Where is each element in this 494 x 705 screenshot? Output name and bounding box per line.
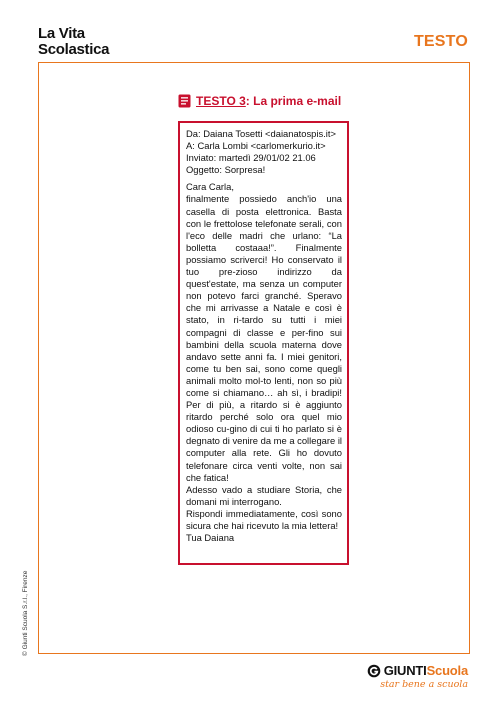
brand-line-1: La Vita [38,25,85,42]
logo-scuola: Scuola [426,663,468,678]
email-body-2: Adesso vado a studiare Storia, che domani mi interrogano. [186,483,342,507]
title-text [196,94,341,108]
brand-logo [38,26,109,57]
section-label: TESTO [413,33,468,50]
email-to: A: Carla Lombi <carlomerkurio.it> [186,140,326,152]
publisher-logo [367,663,468,690]
logo-tagline: star bene a scuola [380,679,468,690]
email-box [178,121,349,565]
title-label: : La prima e-mail [245,94,342,108]
email-signature: Tua Daiana [186,532,235,544]
email-from: Da: Daiana Tosetti <daianatospis.it> [186,128,336,139]
book-icon [178,94,191,108]
email-greeting: Cara Carla, [186,181,234,193]
email-body-3: Rispondi immediatamente, così sono sicura che hai ricevuto la mia lettera! [186,507,342,531]
title-number: TESTO 3 [196,94,246,108]
email-subject: Oggetto: Sorpresa! [186,164,266,176]
text-title [178,94,341,108]
brand-line-2: Scolastica [38,41,110,58]
email-body: finalmente possiedo anch'io una casella di posta elettronica. Basta con le frettolose telefonate serali, con l'eco delle madri che urlano: “La bolletta costaaa!”. Finalmente possiamo scriverci! Ho conservato il tuo pre-zioso indirizzo da quest'estate, ma senza un computer non potevo farci granché. Speravo che mi arrivasse a Natale e così è stato, in ri-tardo su tutti i miei compagni di classe e per-fino sui bambini della scuola materna dove andavo sette anni fa. I miei genitori, come tu ben sai, sono come quegli animali molto mol-to lenti, non so più come si chiamano… ah sì, i bradipi! Per di più, a ritardo si è aggiunto ritardo perché solo ora quel mio odioso cu-gino di cui ti ho parlato si è degnato di venire da me a collegare il computer alla rete. Gli ho dovuto telefonare circa venti volte, non sai che fatica! [186,193,342,483]
giunti-g-mark [367,664,381,678]
logo-giunti: GIUNTI [383,663,427,678]
email-sent: Inviato: martedì 29/01/02 21.06 [186,152,316,164]
copyright-notice: © Giunti Scuola S.r.l., Firenze [22,570,29,656]
